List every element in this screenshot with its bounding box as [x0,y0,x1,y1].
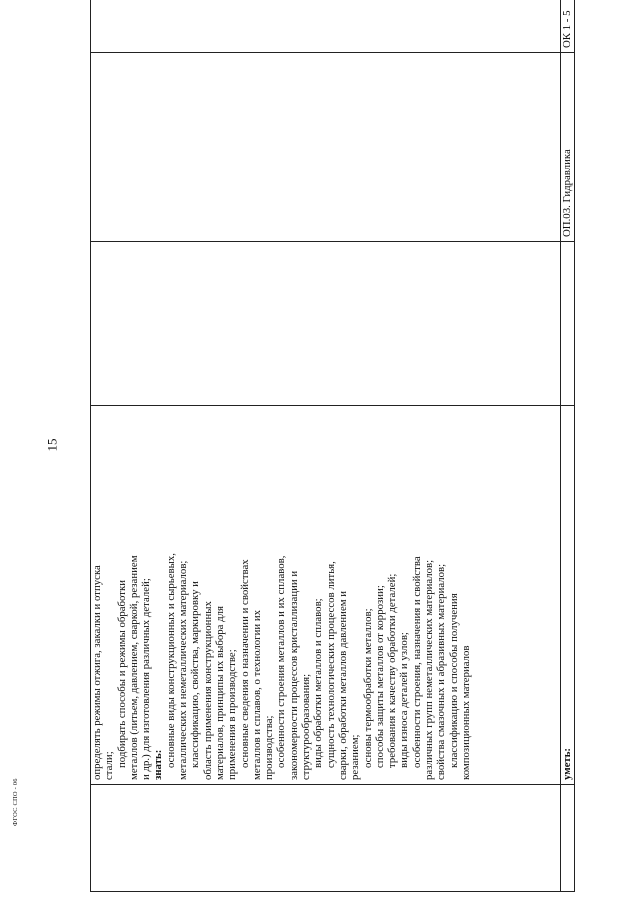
requirement-line: основы термообработки металлов; [361,608,374,768]
requirement-line: свойства смазочных и абразивных материалов; [435,563,448,780]
cell-empty-1 [91,785,561,892]
requirement-line: применения в производстве; [226,649,239,780]
requirement-line: стали; [103,751,116,780]
requirement-line: композиционных материалов [459,645,472,780]
requirement-line: производства; [263,715,276,780]
requirement-line: классификацию и способы получения [447,593,460,768]
requirement-line: область применения конструкционных [201,601,214,780]
requirement-line: основные сведения о назначении и свойствах [238,559,251,768]
cell-skills-label: уметь: [560,406,574,785]
table [90,0,575,892]
cell-empty-bottom-3 [560,242,574,406]
cell-discipline: ОП.03. Гидравлика [560,53,574,242]
cell-competencies: ОК 1 - 5 [560,0,574,53]
requirement-line: требования к качеству обработки деталей; [386,573,399,768]
requirement-line: способы защиты металлов от коррозии; [373,585,386,768]
requirement-line: и др.) для изготовления различных деталей; [140,578,153,780]
requirement-line: сварки, обработки металлов давлением и [336,590,349,780]
requirement-line: подбирать способы и режимы обработки [115,579,128,768]
table-row-main [91,0,561,892]
requirement-line: металлов (литьем, давлением, сваркой, резанием [127,555,140,780]
requirement-line: металлических и неметаллических материалов; [177,560,190,780]
cell-requirements [91,406,561,785]
requirement-line: металлов и сплавов, о технологии их [250,609,263,780]
requirement-line: виды износа деталей и узлов; [398,632,411,768]
requirement-line: закономерности процессов кристаллизации и [287,570,300,780]
page-number: 15 [44,438,60,452]
requirement-line: материалов, принципы их выбора для [213,605,226,780]
requirement-line: особенности строения металлов и их сплавов, [275,555,288,768]
requirement-line: различных групп неметаллических материалов; [423,559,436,780]
cell-empty-bottom-1 [560,785,574,892]
requirement-line: особенности строения, назначения и свойства [410,556,423,768]
requirement-line: определять режимы отжига, закалки и отпуска [91,565,103,780]
cell-empty-3 [91,242,561,406]
cell-empty-4 [91,53,561,242]
requirement-line: резанием; [349,734,362,780]
requirement-line: сущность технологических процессов литья, [324,561,337,768]
cell-empty-5 [91,0,561,53]
table-row-bottom [560,0,574,892]
requirement-line: виды обработки металлов и сплавов; [312,598,325,768]
document-code: ФГОС СПО - 06 [12,778,19,826]
requirement-line: структурообразования; [300,673,313,780]
requirement-line: основные виды конструкционных и сырьевых, [164,553,177,768]
competency-table [90,10,575,892]
section-heading-know: знать: [152,749,165,780]
requirement-line: классификацию, свойства, маркировку и [189,581,202,768]
